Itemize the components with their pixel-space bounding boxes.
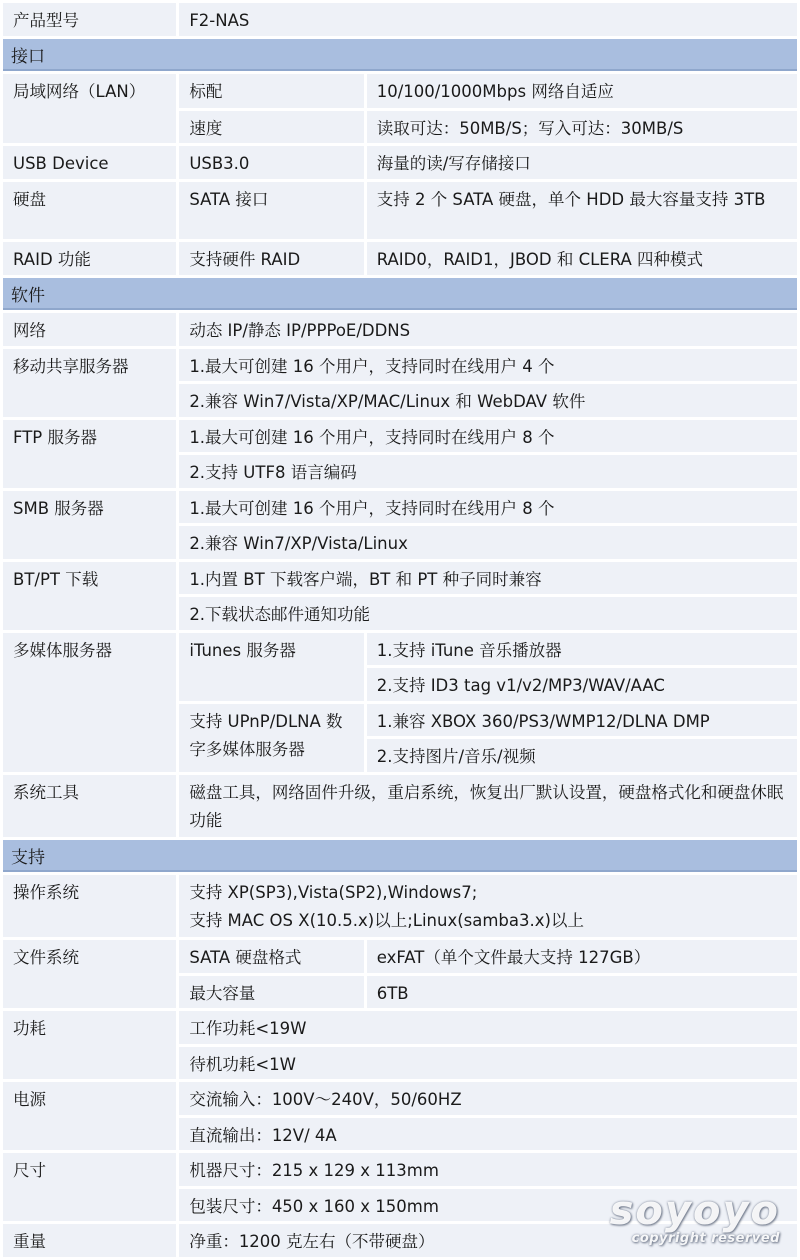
spec-label: 移动共享服务器: [3, 349, 176, 417]
spec-row: [3, 1224, 797, 1257]
spec-row: [3, 775, 797, 837]
spec-row: [3, 420, 797, 453]
spec-value: 6TB: [367, 976, 797, 1009]
spec-row: [3, 1011, 797, 1044]
spec-value: 2.下载状态邮件通知功能: [179, 597, 797, 630]
spec-sublabel: 标配: [179, 74, 363, 108]
section-header-support: 支持: [3, 840, 797, 873]
spec-row: [3, 875, 797, 937]
spec-value: RAID0，RAID1，JBOD 和 CLERA 四种模式: [367, 242, 797, 275]
os-line: 支持 XP(SP3),Vista(SP2),Windows7;: [189, 883, 478, 903]
spec-sublabel: SATA 硬盘格式: [179, 940, 363, 973]
spec-value: 动态 IP/静态 IP/PPPoE/DDNS: [179, 313, 797, 346]
spec-sublabel: iTunes 服务器: [179, 633, 363, 701]
spec-value: 1.最大可创建 16 个用户，支持同时在线用户 8 个: [179, 420, 797, 453]
spec-value: exFAT（单个文件最大支持 127GB）: [367, 940, 797, 973]
section-header-interface: 接口: [3, 39, 797, 72]
spec-row: [3, 242, 797, 275]
spec-label: SMB 服务器: [3, 491, 176, 559]
spec-value: 包装尺寸：450 x 160 x 150mm: [179, 1189, 797, 1222]
spec-row: [3, 1082, 797, 1115]
section-header-software: 软件: [3, 278, 797, 311]
spec-value: 2.支持 ID3 tag v1/v2/MP3/WAV/AAC: [367, 668, 797, 701]
spec-row: [3, 182, 797, 240]
spec-value: 机器尺寸：215 x 129 x 113mm: [179, 1153, 797, 1186]
spec-value: 待机功耗<1W: [179, 1047, 797, 1080]
spec-label: 产品型号: [3, 3, 176, 36]
spec-value: 2.支持 UTF8 语言编码: [179, 455, 797, 488]
spec-value: 直流输出：12V/ 4A: [179, 1118, 797, 1151]
spec-label: BT/PT 下载: [3, 562, 176, 630]
section-row: [3, 278, 797, 311]
spec-label: USB Device: [3, 146, 176, 179]
spec-label: 多媒体服务器: [3, 633, 176, 772]
spec-label: 重量: [3, 1224, 176, 1257]
spec-sublabel: USB3.0: [179, 146, 363, 179]
spec-label: FTP 服务器: [3, 420, 176, 488]
spec-value: 净重：1200 克左右（不带硬盘）: [179, 1224, 797, 1257]
spec-row: [3, 940, 797, 973]
spec-row: [3, 313, 797, 346]
spec-label: RAID 功能: [3, 242, 176, 275]
spec-row: [3, 146, 797, 179]
section-row: [3, 39, 797, 72]
spec-label: 操作系统: [3, 875, 176, 937]
spec-value: 2.兼容 Win7/XP/Vista/Linux: [179, 526, 797, 559]
spec-value: 1.内置 BT 下载客户端，BT 和 PT 种子同时兼容: [179, 562, 797, 595]
spec-value: 海量的读/写存储接口: [367, 146, 797, 179]
spec-row: [3, 562, 797, 595]
spec-value: 1.兼容 XBOX 360/PS3/WMP12/DLNA DMP: [367, 704, 797, 737]
os-line: 支持 MAC OS X(10.5.x)以上;Linux(samba3.x)以上: [189, 911, 584, 931]
spec-value: 支持 2 个 SATA 硬盘，单个 HDD 最大容量支持 3TB: [367, 182, 797, 240]
watermark-copyright: copyright reserved: [631, 1231, 780, 1246]
spec-sublabel: 支持 UPnP/DLNA 数字多媒体服务器: [179, 704, 363, 772]
spec-value: 1.支持 iTune 音乐播放器: [367, 633, 797, 666]
spec-label: 文件系统: [3, 940, 176, 1008]
spec-row: [3, 491, 797, 524]
spec-row: [3, 3, 797, 36]
spec-sublabel: 支持硬件 RAID: [179, 242, 363, 275]
spec-value: 10/100/1000Mbps 网络自适应: [367, 74, 797, 108]
spec-row: [3, 349, 797, 382]
spec-label: 功耗: [3, 1011, 176, 1079]
spec-value: 2.支持图片/音乐/视频: [367, 739, 797, 772]
spec-label: 硬盘: [3, 182, 176, 240]
spec-sublabel: 最大容量: [179, 976, 363, 1009]
spec-value: 磁盘工具，网络固件升级，重启系统，恢复出厂默认设置，硬盘格式化和硬盘休眠功能: [179, 775, 797, 837]
spec-label: 网络: [3, 313, 176, 346]
spec-label: 系统工具: [3, 775, 176, 837]
spec-value: 工作功耗<19W: [179, 1011, 797, 1044]
section-row: [3, 840, 797, 873]
spec-sublabel: SATA 接口: [179, 182, 363, 240]
spec-row: [3, 74, 797, 108]
spec-value: F2-NAS: [179, 3, 797, 36]
spec-value: [179, 875, 797, 937]
spec-row: [3, 1153, 797, 1186]
spec-label: 尺寸: [3, 1153, 176, 1221]
spec-value: 1.最大可创建 16 个用户，支持同时在线用户 4 个: [179, 349, 797, 382]
spec-row: [3, 633, 797, 666]
spec-label: 局域网络（LAN）: [3, 74, 176, 143]
spec-value: 2.兼容 Win7/Vista/XP/MAC/Linux 和 WebDAV 软件: [179, 384, 797, 417]
spec-value: 交流输入：100V～240V，50/60HZ: [179, 1082, 797, 1115]
watermark-logo: soyoyo: [609, 1188, 780, 1234]
spec-value: 读取可达：50MB/S；写入可达：30MB/S: [367, 111, 797, 144]
spec-label: 电源: [3, 1082, 176, 1150]
spec-value: 1.最大可创建 16 个用户，支持同时在线用户 8 个: [179, 491, 797, 524]
spec-sublabel: 速度: [179, 111, 363, 144]
